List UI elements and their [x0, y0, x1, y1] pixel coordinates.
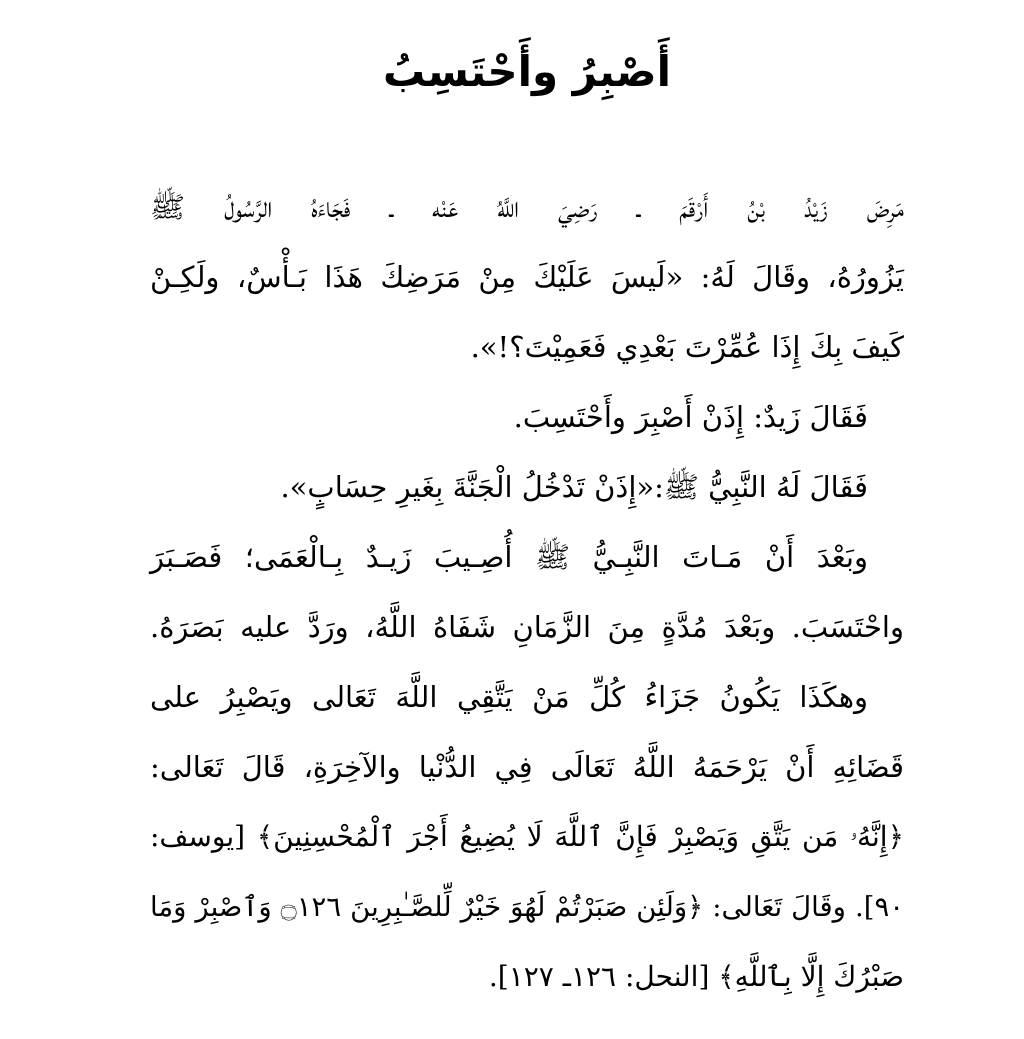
text-line-12: صَبْرُكَ إِلَّا بِٱللَّهِ﴾ [النحل: ١٢٦ـ ١٢٧].	[488, 960, 904, 993]
text-line-4: فَقَالَ زَيدٌ: إِذَنْ أَصْبِرَ وأَحْتَسِبَ.	[513, 400, 868, 434]
text-line-9: قَضَائِهِ أَنْ يَرْحَمَهُ اللَّهُ تَعَالَى فِي الدُّنْيا والآخِرَةِ، قَالَ تَعَالى:	[150, 750, 904, 784]
text-line-1: مَرِضَ زَيْدُ بْنُ أَرْقَمَ ـ رَضِيَ اللَّهُ عَنْه ـ فَجَاءَهُ الرَّسُولُ ﷺ	[150, 190, 904, 224]
page-title: أَصْبِرُ وأَحْتَسِبُ	[383, 47, 671, 96]
body-text	[150, 172, 904, 1012]
text-line-7: واحْتَسَبَ. وبَعْدَ مُدَّةٍ مِنَ الزَّمَانِ شَفَاهُ اللَّهُ، ورَدَّ عليه بَصَرَهُ.	[150, 610, 904, 644]
text-line-5: فَقَالَ لَهُ النَّبِيُّ ﷺ:«إِذَنْ تَدْخُلُ الْجَنَّةَ بِغَيرِ حِسَابٍ».	[280, 470, 868, 504]
text-line-3: كَيفَ بِكَ إِذَا عُمِّرْتَ بَعْدِي فَعَمِيْتَ؟!».	[470, 330, 904, 364]
text-line-2: يَزُورُهُ، وقَالَ لَهُ: «لَيسَ عَلَيْكَ مِنْ مَرَضِكَ هَذَا بَـأْسٌ، ولَكِـنْ	[150, 260, 904, 294]
text-line-8: وهكَذَا يَكُونُ جَزَاءُ كُلِّ مَنْ يَتَّقِي اللَّهَ تَعَالى ويَصْبِرُ على	[150, 680, 868, 714]
text-line-11: ٩٠]. وقَالَ تَعَالى: ﴿وَلَئِن صَبَرْتُمْ لَهُوَ خَيْرٌ لِّلصَّـٰبِرِينَ ۝١٢٦ وَٱصْبِرْ وَمَا	[150, 891, 904, 923]
text-line-10: ﴿إِنَّهُۥ مَن يَتَّقِ وَيَصْبِرْ فَإِنَّ ٱللَّهَ لَا يُضِيعُ أَجْرَ ٱلْمُحْسِنِينَ﴾ [يوسف:	[150, 820, 904, 853]
text-line-6: وبَعْدَ أَنْ مَـاتَ النَّبِـيُّ ﷺ أُصِـيبَ زَيـدٌ بِـالْعَمَى؛ فَصَـبَرَ	[150, 540, 868, 574]
